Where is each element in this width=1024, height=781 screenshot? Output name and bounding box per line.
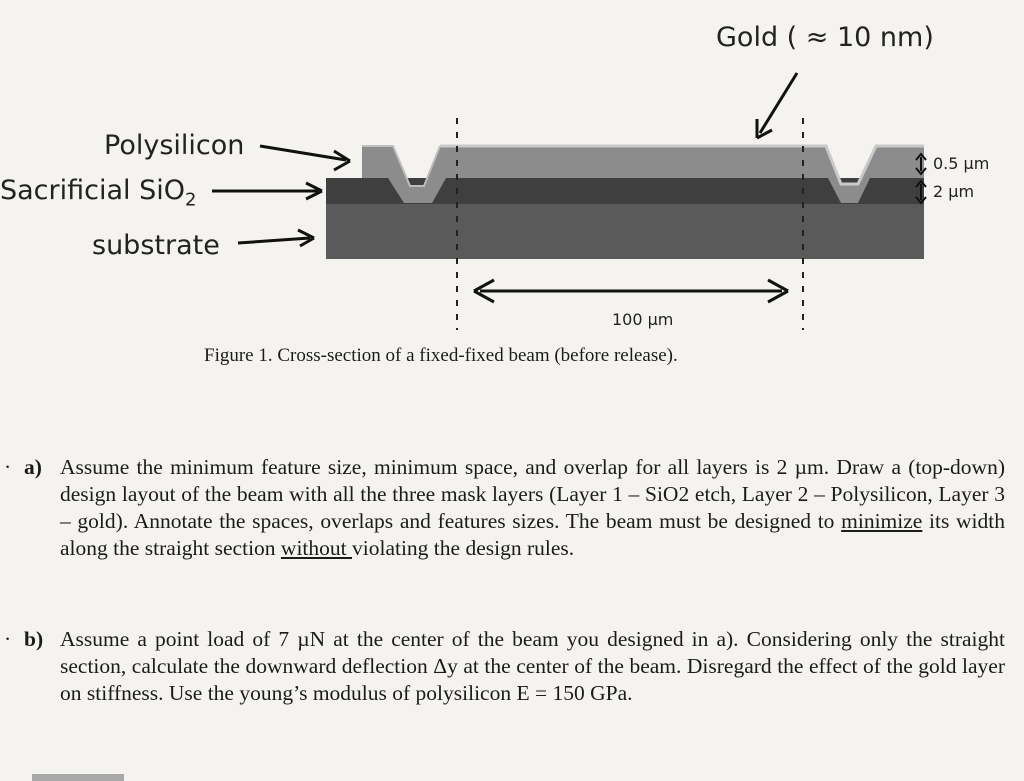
page-edge-bar	[32, 774, 124, 781]
question-a-emph-without: without	[280, 536, 352, 560]
figure-caption: Figure 1. Cross-section of a fixed-fixed beam (before release).	[204, 345, 678, 366]
question-b-marker: b)	[24, 627, 44, 651]
question-a-bullet: ·	[4, 455, 12, 479]
substrate-layer	[326, 203, 924, 259]
question-a-text	[60, 454, 1005, 562]
gold-label: Gold ( ≈ 10 nm)	[716, 22, 934, 53]
question-a-part1: Assume the minimum feature size, minimum space, and overlap for all layers is 2 µm. Draw a (top-down) design layout of the beam with all the three mask layers (Layer 1 – SiO2 etch, Layer 2 – Polysilicon, Layer 3 – gold). Annotate the spaces, overlaps and features sizes. The beam must be designed to	[60, 455, 1005, 533]
polysilicon-arrow	[260, 146, 346, 160]
substrate-arrow	[238, 238, 310, 243]
question-a-part3: violating the design rules.	[352, 536, 575, 560]
question-a-emph-minimize: minimize	[841, 509, 923, 533]
span-label: 100 µm	[612, 310, 674, 329]
question-b-text: Assume a point load of 7 µN at the center of the beam you designed in a). Considering only the straight section, calculate the downward deflection Δy at the center of the beam. Disregard the effect of the gold layer on stiffness. Use the young’s modulus of polysilicon E = 150 GPa.	[60, 627, 1005, 705]
question-a-part2: its width along the straight section	[60, 509, 1005, 560]
sacrificial-oxide-text: Sacrificial SiO	[0, 175, 186, 206]
sacrificial-oxide-label	[0, 175, 196, 210]
question-a-marker: a)	[24, 455, 42, 479]
poly-thickness-label: 0.5 µm	[933, 154, 990, 173]
oxide-thickness-label: 2 µm	[933, 182, 975, 201]
gold-arrow	[760, 73, 797, 133]
substrate-label: substrate	[92, 230, 220, 261]
polysilicon-label: Polysilicon	[104, 130, 245, 161]
sacrificial-oxide-subscript: 2	[185, 189, 197, 211]
question-b-bullet: ·	[4, 627, 12, 651]
